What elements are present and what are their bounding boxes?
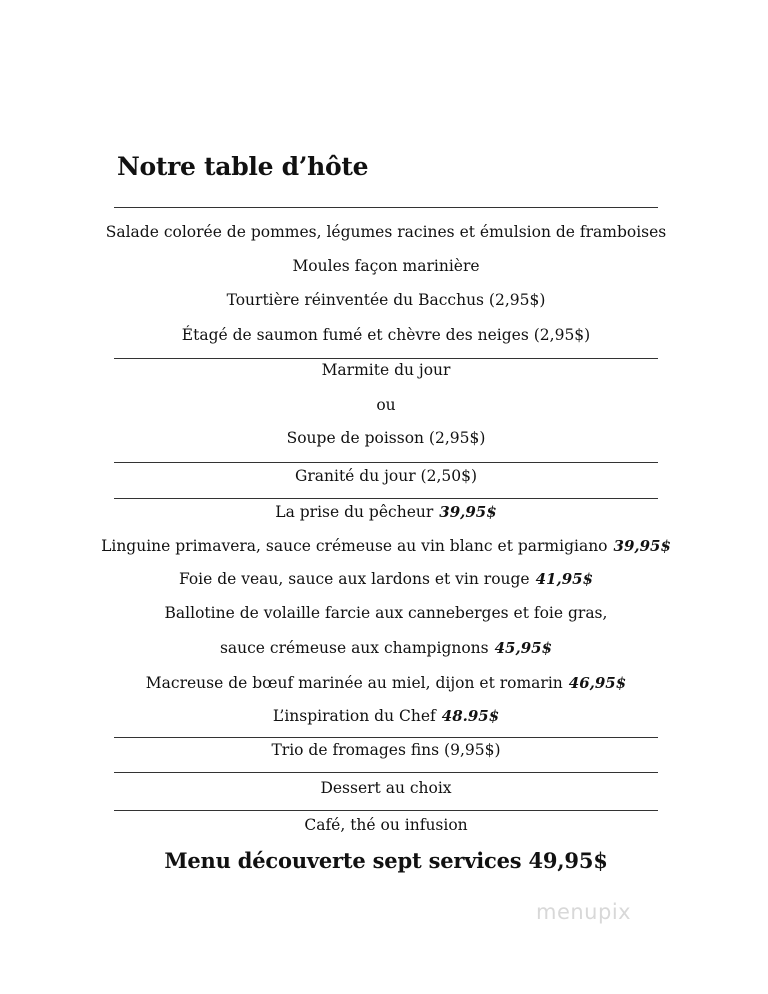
plat-name: La prise du pêcheur (275, 503, 434, 521)
entree-item: Salade colorée de pommes, légumes racines et émulsion de framboises (105, 223, 667, 241)
plat-item (80, 536, 692, 556)
entree-item: Moules façon marinière (292, 257, 480, 275)
entree-item: Étagé de saumon fumé et chèvre des neiges (2,95$) (181, 326, 591, 344)
watermark: menupix (536, 900, 632, 924)
plat-price: 41,95$ (535, 570, 594, 588)
plat-item (80, 569, 692, 589)
menu-decouverte: Menu découverte sept services 49,95$ (164, 848, 608, 873)
plat-price: 39,95$ (613, 537, 671, 555)
plat-price: 46,95$ (568, 674, 627, 692)
plat-name: sauce crémeuse aux champignons (219, 639, 489, 657)
plat-item (80, 603, 692, 623)
plat-price: 45,95$ (494, 639, 553, 657)
plat-price: 39,95$ (439, 503, 497, 521)
soupe-item: Marmite du jour (321, 361, 451, 379)
plat-name: L’inspiration du Chef (272, 707, 436, 725)
divider (114, 772, 658, 773)
plat-name: Macreuse de bœuf marinée au miel, dijon et romarin (145, 674, 563, 692)
divider (114, 810, 658, 811)
plat-item (80, 502, 692, 522)
plat-price: 48.95$ (441, 707, 500, 725)
soupe-separator: ou (376, 396, 396, 414)
page-title: Notre table d’hôte (117, 152, 369, 181)
soupe-item: Soupe de poisson (2,95$) (286, 429, 486, 447)
plat-item (80, 673, 692, 693)
divider (114, 462, 658, 463)
granite-item: Granité du jour (2,50$) (294, 467, 478, 485)
divider (114, 207, 658, 208)
dessert-item: Dessert au choix (320, 779, 452, 797)
entree-item: Tourtière réinventée du Bacchus (2,95$) (226, 291, 546, 309)
plat-name: Foie de veau, sauce aux lardons et vin rouge (178, 570, 530, 588)
plat-item (80, 706, 692, 726)
fromages-item: Trio de fromages fins (9,95$) (271, 741, 501, 759)
cafe-item: Café, thé ou infusion (304, 816, 468, 834)
divider (114, 358, 658, 359)
divider (114, 737, 658, 738)
plat-name: Ballotine de volaille farcie aux canneberges et foie gras, (164, 604, 608, 622)
plat-name: Linguine primavera, sauce crémeuse au vin blanc et parmigiano (101, 537, 608, 555)
plat-item (80, 638, 692, 658)
divider (114, 498, 658, 499)
